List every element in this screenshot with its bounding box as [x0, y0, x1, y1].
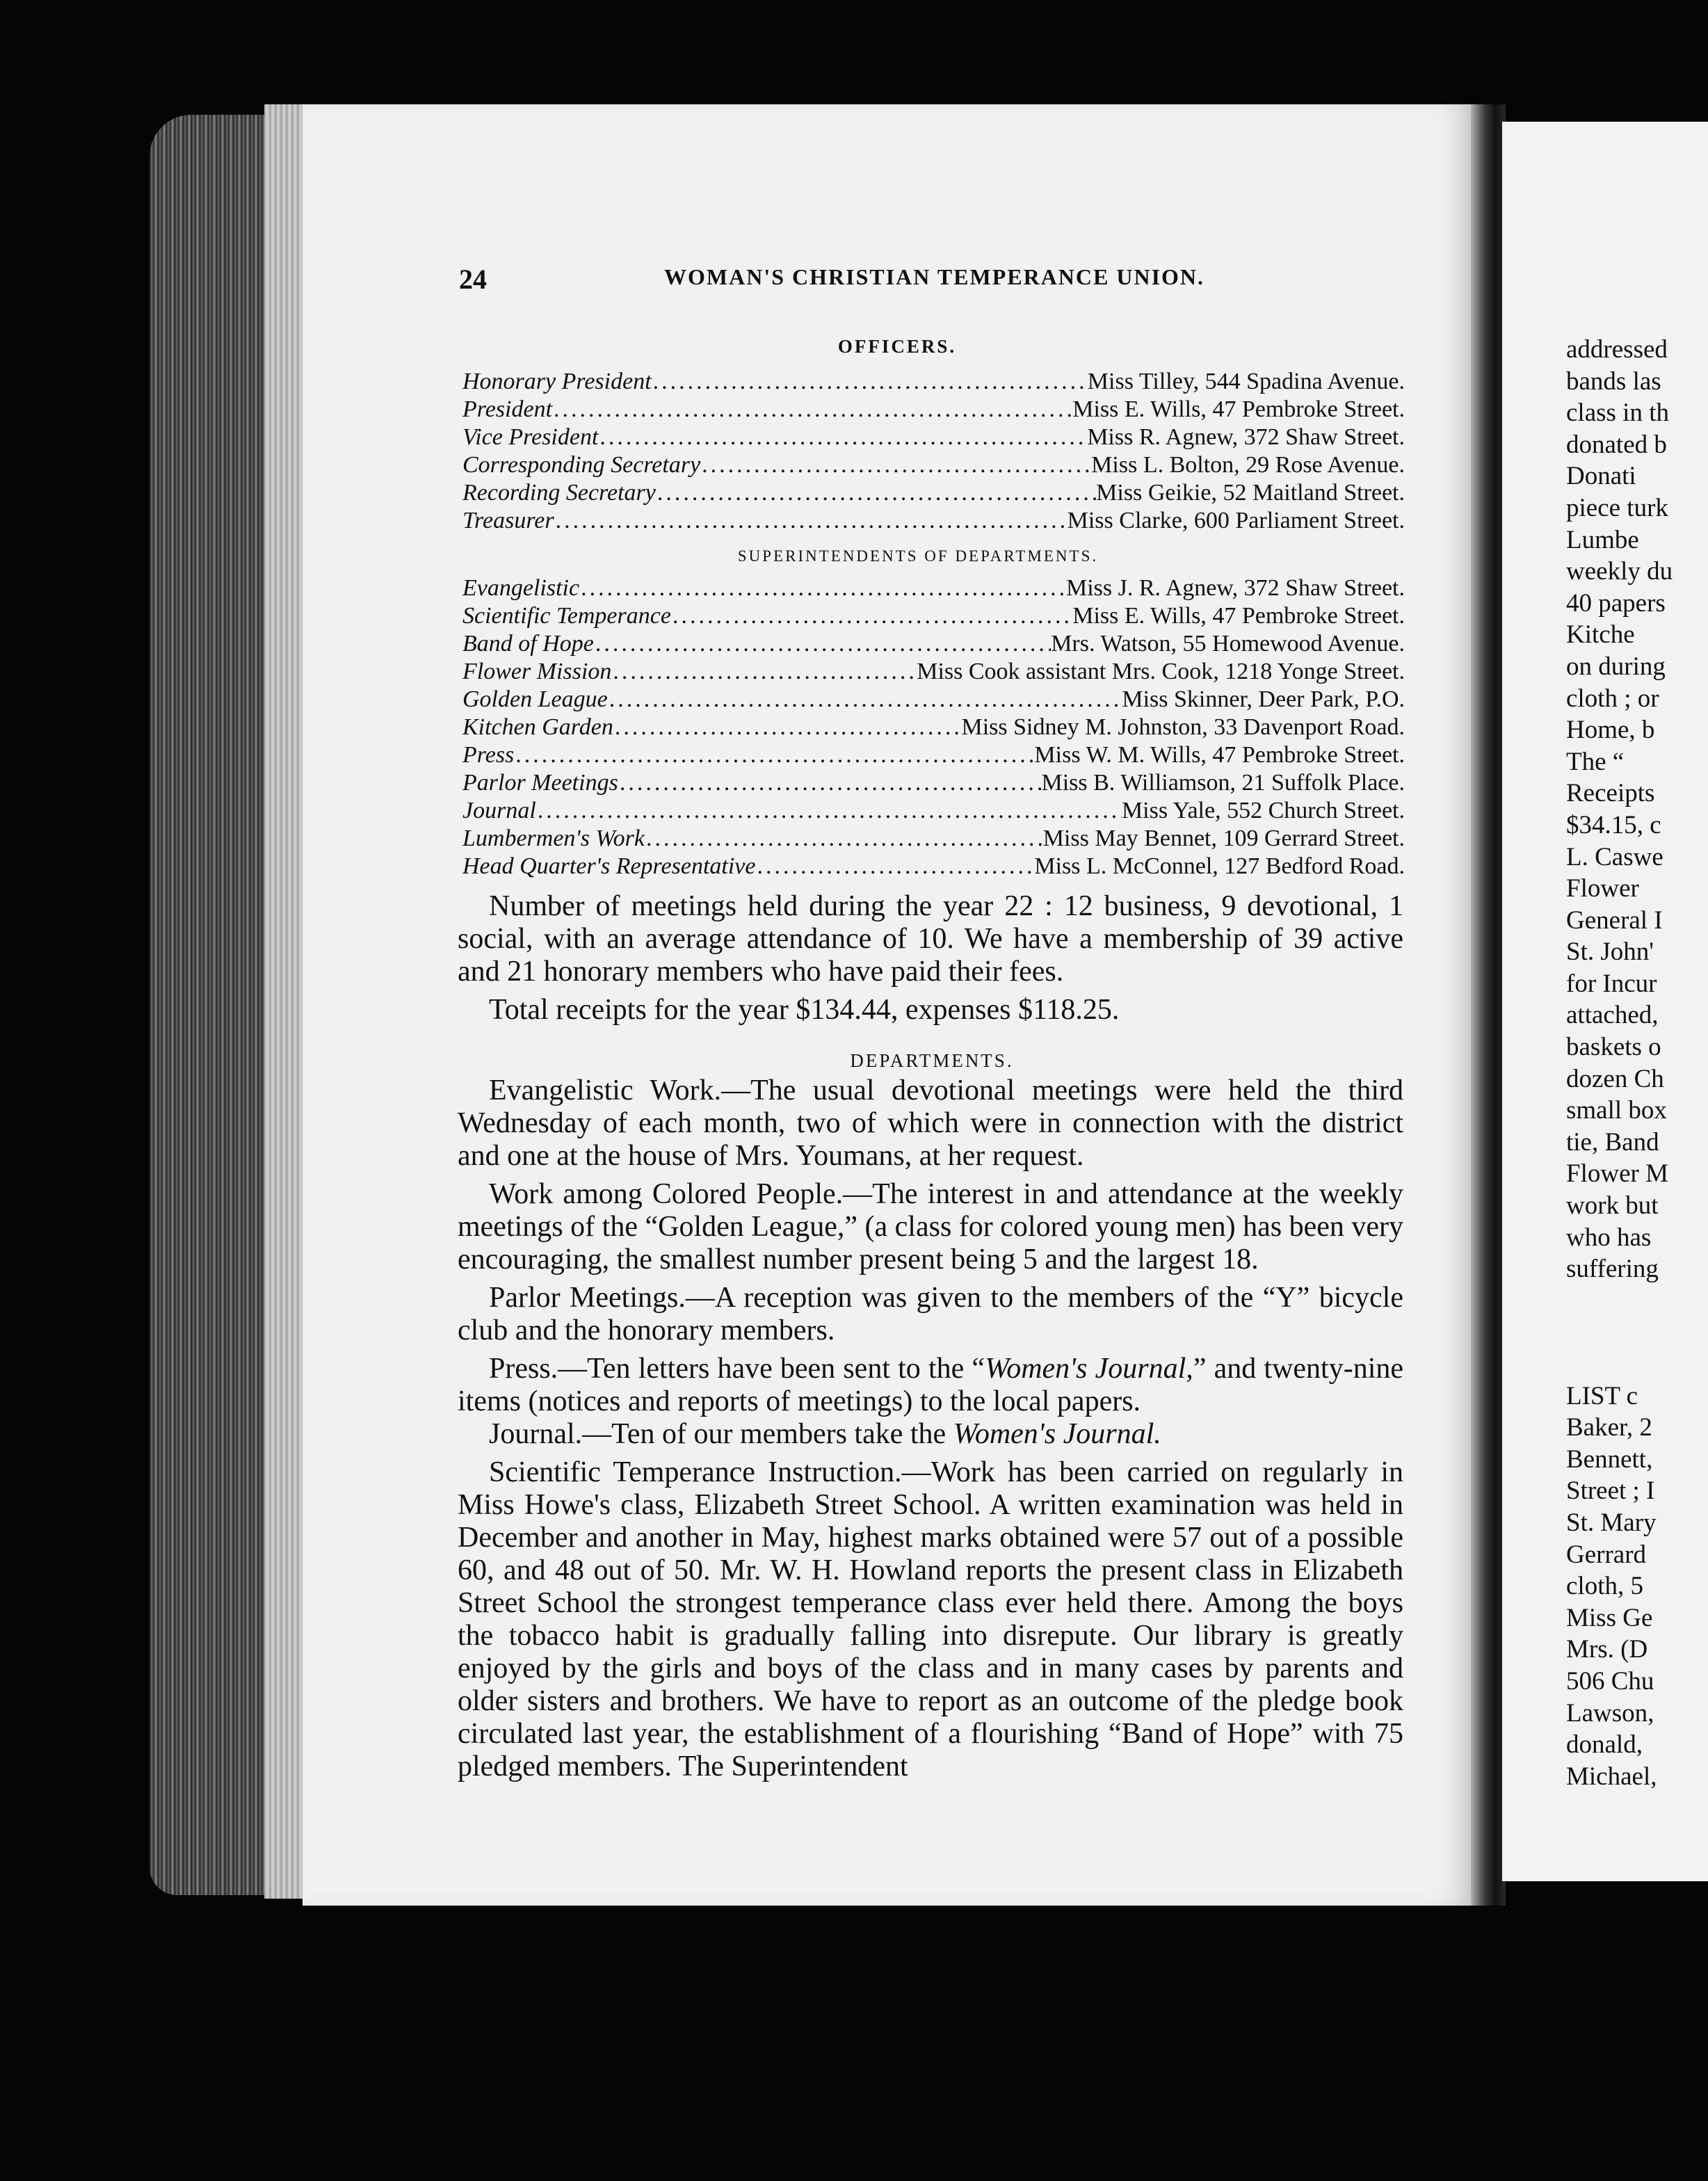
- facing-line: The “: [1566, 747, 1625, 776]
- person-name: Miss Clarke, 600 Parliament Street.: [1067, 508, 1405, 533]
- facing-line: Mrs. (D: [1566, 1635, 1648, 1664]
- leader-dots: [755, 853, 1034, 880]
- leader-dots: [579, 575, 1066, 602]
- role-label: Kitchen Garden: [462, 714, 613, 740]
- facing-page-lines: [1566, 334, 1673, 1792]
- meetings-paragraph: Number of meetings held during the year 22 : 12 business, 9 devotional, 1 social, with an average attendance of 10. We have a membership of 39 active and 21 honorary members who have paid their fees.: [458, 890, 1403, 988]
- officers-row: [462, 396, 1405, 424]
- facing-line: donated b: [1566, 430, 1667, 459]
- press-suffix: ” and twenty-nine items (notices and reports of meetings) to the local papers.: [458, 1353, 1404, 1417]
- facing-line: St. Mary: [1566, 1508, 1657, 1537]
- leader-dots: [700, 452, 1091, 478]
- person-name: Miss Tilley, 544 Spadina Avenue.: [1087, 369, 1405, 394]
- press-journal-title: Women's Journal,: [985, 1353, 1193, 1385]
- facing-line: bands las: [1566, 367, 1661, 396]
- journal-title: Women's Journal.: [953, 1418, 1161, 1450]
- facing-line: Gerrard: [1566, 1540, 1647, 1569]
- facing-line: cloth ; or: [1566, 684, 1659, 713]
- person-name: Miss Skinner, Deer Park, P.O.: [1122, 686, 1405, 712]
- person-name: Miss May Bennet, 109 Gerrard Street.: [1042, 826, 1405, 851]
- facing-line: for Incur: [1566, 969, 1657, 998]
- role-label: Treasurer: [462, 508, 554, 533]
- facing-line: General I: [1566, 906, 1663, 935]
- leader-dots: [611, 659, 917, 685]
- facing-line: Lawson,: [1566, 1698, 1654, 1728]
- facing-line: [1566, 1285, 1673, 1317]
- leader-dots: [652, 369, 1088, 395]
- journal-prefix: Journal.—Ten of our members take the: [489, 1418, 953, 1450]
- evangelistic-paragraph: Evangelistic Work.—The usual devotional meetings were held the third Wednesday of each month, two of which were in connection with the district and one at the house of Mrs. Youmans, at her request.: [458, 1075, 1403, 1172]
- superintendents-row: [462, 826, 1405, 853]
- role-label: Recording Secretary: [462, 480, 656, 506]
- role-label: Journal: [462, 798, 536, 823]
- summary: [458, 890, 1403, 1032]
- book-gutter: [1471, 104, 1506, 1906]
- departments-text: [458, 1075, 1403, 1789]
- superintendents-row: [462, 659, 1405, 686]
- superintendents-row: [462, 631, 1405, 659]
- facing-line: LIST c: [1566, 1381, 1638, 1410]
- leader-dots: [671, 603, 1072, 629]
- facing-line: Flower M: [1566, 1159, 1668, 1189]
- person-name: Mrs. Watson, 55 Homewood Avenue.: [1051, 631, 1405, 657]
- person-name: Miss E. Wills, 47 Pembroke Street.: [1072, 396, 1405, 422]
- facing-line: tie, Band: [1566, 1127, 1659, 1157]
- leader-dots: [554, 508, 1068, 534]
- officers-list: [462, 369, 1405, 536]
- leader-dots: [536, 798, 1122, 824]
- colored-people-paragraph: Work among Colored People.—The interest in and attendance at the weekly meetings of the “Golden League,” (a class for colored young men) has been very encouraging, the smallest number present being 5 and the largest 18.: [458, 1178, 1403, 1275]
- role-label: Parlor Meetings: [462, 770, 618, 796]
- facing-line: work but: [1566, 1191, 1659, 1221]
- receipts-paragraph: Total receipts for the year $134.44, expenses $118.25.: [489, 994, 1120, 1026]
- person-name: Miss E. Wills, 47 Pembroke Street.: [1072, 603, 1405, 629]
- facing-line: piece turk: [1566, 493, 1668, 522]
- leader-dots: [598, 424, 1087, 451]
- leader-dots: [608, 686, 1122, 713]
- facing-line: Bennett,: [1566, 1444, 1653, 1474]
- facing-line: 40 papers: [1566, 588, 1666, 618]
- superintendents-row: [462, 798, 1405, 826]
- person-name: Miss Sidney M. Johnston, 33 Davenport Road.: [961, 714, 1405, 740]
- facing-line: on during: [1566, 652, 1666, 681]
- role-label: Vice President: [462, 424, 599, 450]
- role-label: Evangelistic: [462, 575, 580, 601]
- journal-paragraph: [458, 1418, 1403, 1451]
- facing-line: small box: [1566, 1096, 1667, 1125]
- role-label: Press: [462, 742, 515, 768]
- facing-line: Michael,: [1566, 1762, 1657, 1791]
- leader-dots: [656, 480, 1096, 506]
- facing-line: class in th: [1566, 399, 1669, 428]
- book-page-edges-inner: [264, 104, 306, 1899]
- role-label: Flower Mission: [462, 659, 612, 684]
- facing-line: addressed: [1566, 335, 1668, 364]
- superintendents-row: [462, 686, 1405, 714]
- role-label: Corresponding Secretary: [462, 452, 701, 478]
- officers-row: [462, 424, 1405, 452]
- facing-line: Home, b: [1566, 716, 1655, 745]
- scientific-temperance-paragraph: Scientific Temperance Instruction.—Work has been carried on regularly in Miss Howe's class, Elizabeth Street School. A written examination was held in December and another in May, highest marks obtained were 57 out of a possible 60, and 48 out of 50. Mr. W. H. Howland reports the present class in Elizabeth Street School the strongest temperance class ever held there. Among the boys the tobacco habit is gradually falling into disrepute. Our library is greatly enjoyed by the girls and boys of the class and in many cases by parents and older sisters and brothers. We have to report as an outcome of the pledge book circulated last year, the establishment of a flourishing “Band of Hope” with 75 pledged members. The Superintendent: [458, 1456, 1403, 1782]
- role-label: Band of Hope: [462, 631, 594, 657]
- person-name: Miss W. M. Wills, 47 Pembroke Street.: [1034, 742, 1405, 768]
- officers-row: [462, 508, 1405, 536]
- facing-line: cloth, 5: [1566, 1572, 1643, 1601]
- facing-line: suffering: [1566, 1255, 1659, 1284]
- facing-line: St. John': [1566, 937, 1654, 967]
- page-number: 24: [459, 264, 487, 295]
- leader-dots: [552, 396, 1072, 423]
- superintendents-row: [462, 853, 1405, 881]
- departments-heading: DEPARTMENTS.: [850, 1050, 1014, 1071]
- superintendents-row: [462, 742, 1405, 770]
- facing-line: Miss Ge: [1566, 1603, 1653, 1632]
- person-name: Miss L. McConnel, 127 Bedford Road.: [1034, 853, 1405, 879]
- facing-line: [1566, 1317, 1673, 1349]
- leader-dots: [514, 742, 1034, 768]
- officers-row: [462, 452, 1405, 480]
- role-label: Scientific Temperance: [462, 603, 671, 629]
- facing-line: Kitche: [1566, 620, 1635, 650]
- superintendents-heading: SUPERINTENDENTS OF DEPARTMENTS.: [737, 547, 1099, 565]
- facing-line: Flower: [1566, 874, 1639, 903]
- leader-dots: [645, 826, 1043, 852]
- right-facing-page: [1502, 122, 1708, 1881]
- facing-line: weekly du: [1566, 557, 1673, 586]
- running-title: WOMAN'S CHRISTIAN TEMPERANCE UNION.: [664, 264, 1205, 289]
- superintendents-row: [462, 575, 1405, 603]
- person-name: Miss J. R. Agnew, 372 Shaw Street.: [1065, 575, 1405, 601]
- facing-line: dozen Ch: [1566, 1064, 1664, 1093]
- person-name: Miss Cook assistant Mrs. Cook, 1218 Yonge Street.: [917, 659, 1405, 684]
- facing-line: donald,: [1566, 1730, 1643, 1760]
- person-name: Miss R. Agnew, 372 Shaw Street.: [1087, 424, 1405, 450]
- facing-line: who has: [1566, 1223, 1652, 1252]
- leader-dots: [618, 770, 1042, 796]
- parlor-meetings-paragraph: Parlor Meetings.—A reception was given to the members of the “Y” bicycle club and the honorary members.: [458, 1282, 1403, 1346]
- person-name: Miss L. Bolton, 29 Rose Avenue.: [1091, 452, 1405, 478]
- leader-dots: [594, 631, 1051, 657]
- role-label: Head Quarter's Representative: [462, 853, 756, 879]
- role-label: President: [462, 396, 553, 422]
- superintendents-row: [462, 714, 1405, 742]
- facing-line: Donati: [1566, 462, 1636, 491]
- facing-line: Baker, 2: [1566, 1413, 1652, 1442]
- role-label: Golden League: [462, 686, 608, 712]
- facing-line: L. Caswe: [1566, 842, 1663, 871]
- person-name: Miss B. Williamson, 21 Suffolk Place.: [1041, 770, 1405, 796]
- facing-line: baskets o: [1566, 1033, 1661, 1062]
- facing-line: attached,: [1566, 1001, 1659, 1030]
- person-name: Miss Geikie, 52 Maitland Street.: [1096, 480, 1405, 506]
- facing-line: Street ; I: [1566, 1476, 1655, 1506]
- leader-dots: [613, 714, 962, 741]
- person-name: Miss Yale, 552 Church Street.: [1121, 798, 1405, 823]
- superintendents-list: [462, 575, 1405, 881]
- press-prefix: Press.—Ten letters have been sent to the “: [489, 1353, 985, 1385]
- role-label: Honorary President: [462, 369, 652, 394]
- facing-line: 506 Chu: [1566, 1666, 1654, 1696]
- press-paragraph: [458, 1353, 1403, 1418]
- facing-line: Lumbe: [1566, 525, 1639, 554]
- superintendents-row: [462, 603, 1405, 631]
- facing-line: $34.15, c: [1566, 810, 1661, 839]
- facing-line: [1566, 1349, 1673, 1381]
- role-label: Lumbermen's Work: [462, 826, 645, 851]
- officers-row: [462, 369, 1405, 396]
- officers-row: [462, 480, 1405, 508]
- officers-heading: OFFICERS.: [837, 336, 957, 357]
- superintendents-row: [462, 770, 1405, 798]
- facing-line: Receipts: [1566, 779, 1655, 808]
